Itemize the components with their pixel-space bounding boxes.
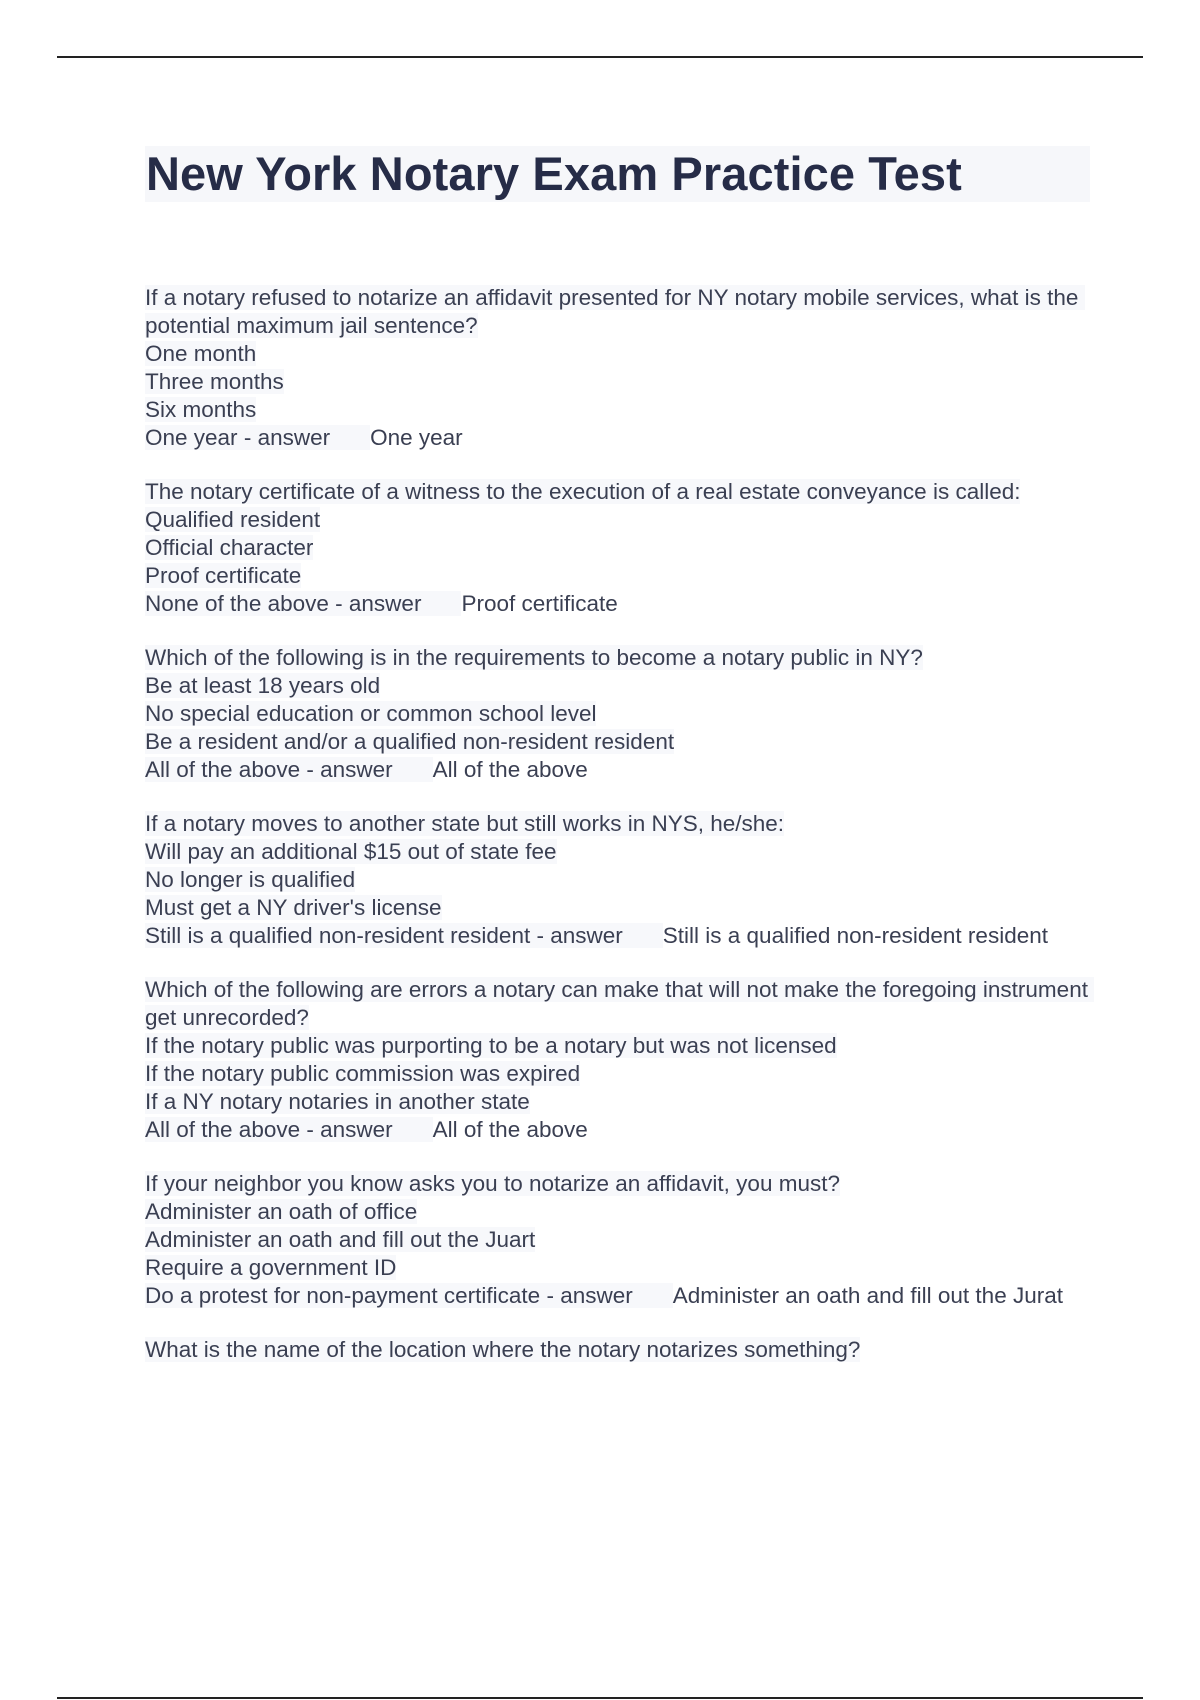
answer-option: Administer an oath and fill out the Juart	[145, 1227, 536, 1252]
answer-option: Must get a NY driver's license	[145, 895, 442, 920]
answer-option: No special education or common school level	[145, 701, 597, 726]
correct-answer: Proof certificate	[461, 591, 618, 616]
answer-marker: - answer	[306, 1117, 393, 1142]
question-5	[145, 976, 1095, 1144]
answer-option: One month	[145, 341, 257, 366]
question-6	[145, 1170, 1090, 1310]
answer-option: Proof certificate	[145, 563, 302, 588]
answer-option: No longer is qualified	[145, 867, 356, 892]
correct-answer: All of the above	[432, 1117, 588, 1142]
answer-option: If the notary public commission was expired	[145, 1061, 581, 1086]
answer-option: Still is a qualified non-resident resident	[145, 923, 531, 948]
answer-option: All of the above	[145, 1117, 301, 1142]
question-list	[145, 284, 1095, 1364]
question-prompt: Which of the following are errors a notary can make that will not make the foregoing instrument get unrecorded?	[145, 977, 1095, 1030]
answer-option: If a NY notary notaries in another state	[145, 1089, 530, 1114]
correct-answer: Administer an oath and fill out the Jurat	[672, 1283, 1063, 1308]
answer-marker: - answer	[243, 425, 331, 450]
question-prompt: The notary certificate of a witness to the execution of a real estate conveyance is called:	[145, 479, 1021, 504]
answer-marker: - answer	[306, 757, 393, 782]
answer-option: Require a government ID	[145, 1255, 397, 1280]
question-prompt: Which of the following is in the requirements to become a notary public in NY?	[145, 645, 923, 670]
answer-option: Will pay an additional $15 out of state fee	[145, 839, 557, 864]
answer-option: If the notary public was purporting to be a notary but was not licensed	[145, 1033, 837, 1058]
question-4	[145, 810, 1090, 950]
answer-option: Administer an oath of office	[145, 1199, 418, 1224]
answer-marker: - answer	[546, 1283, 633, 1308]
answer-option: Be at least 18 years old	[145, 673, 381, 698]
answer-option: Do a protest for non-payment certificate	[145, 1283, 541, 1308]
question-2	[145, 478, 1090, 618]
answer-option: Official character	[145, 535, 314, 560]
correct-answer: One year	[370, 425, 463, 450]
question-7	[145, 1336, 1090, 1364]
answer-option: One year	[145, 425, 238, 450]
question-prompt: If a notary moves to another state but still works in NYS, he/she:	[145, 811, 785, 836]
document-body	[145, 146, 1095, 1390]
answer-option: All of the above	[145, 757, 301, 782]
answer-marker: - answer	[335, 591, 422, 616]
correct-answer: All of the above	[432, 757, 588, 782]
answer-option: Qualified resident	[145, 507, 321, 532]
question-3	[145, 644, 1090, 784]
answer-option: Six months	[145, 397, 257, 422]
question-prompt: If your neighbor you know asks you to notarize an affidavit, you must?	[145, 1171, 840, 1196]
correct-answer: Still is a qualified non-resident resident	[662, 923, 1048, 948]
bottom-rule	[57, 1697, 1143, 1699]
top-rule	[57, 56, 1143, 58]
answer-marker: - answer	[536, 923, 623, 948]
answer-option: Three months	[145, 369, 284, 394]
answer-option: Be a resident and/or a qualified non-resident resident	[145, 729, 675, 754]
page-title: New York Notary Exam Practice Test	[145, 146, 1090, 202]
question-prompt: What is the name of the location where the notary notarizes something?	[145, 1337, 861, 1362]
answer-option: None of the above	[145, 591, 329, 616]
question-prompt: If a notary refused to notarize an affidavit presented for NY notary mobile services, what is the potential maximum jail sentence?	[145, 285, 1085, 338]
question-1	[145, 284, 1090, 452]
